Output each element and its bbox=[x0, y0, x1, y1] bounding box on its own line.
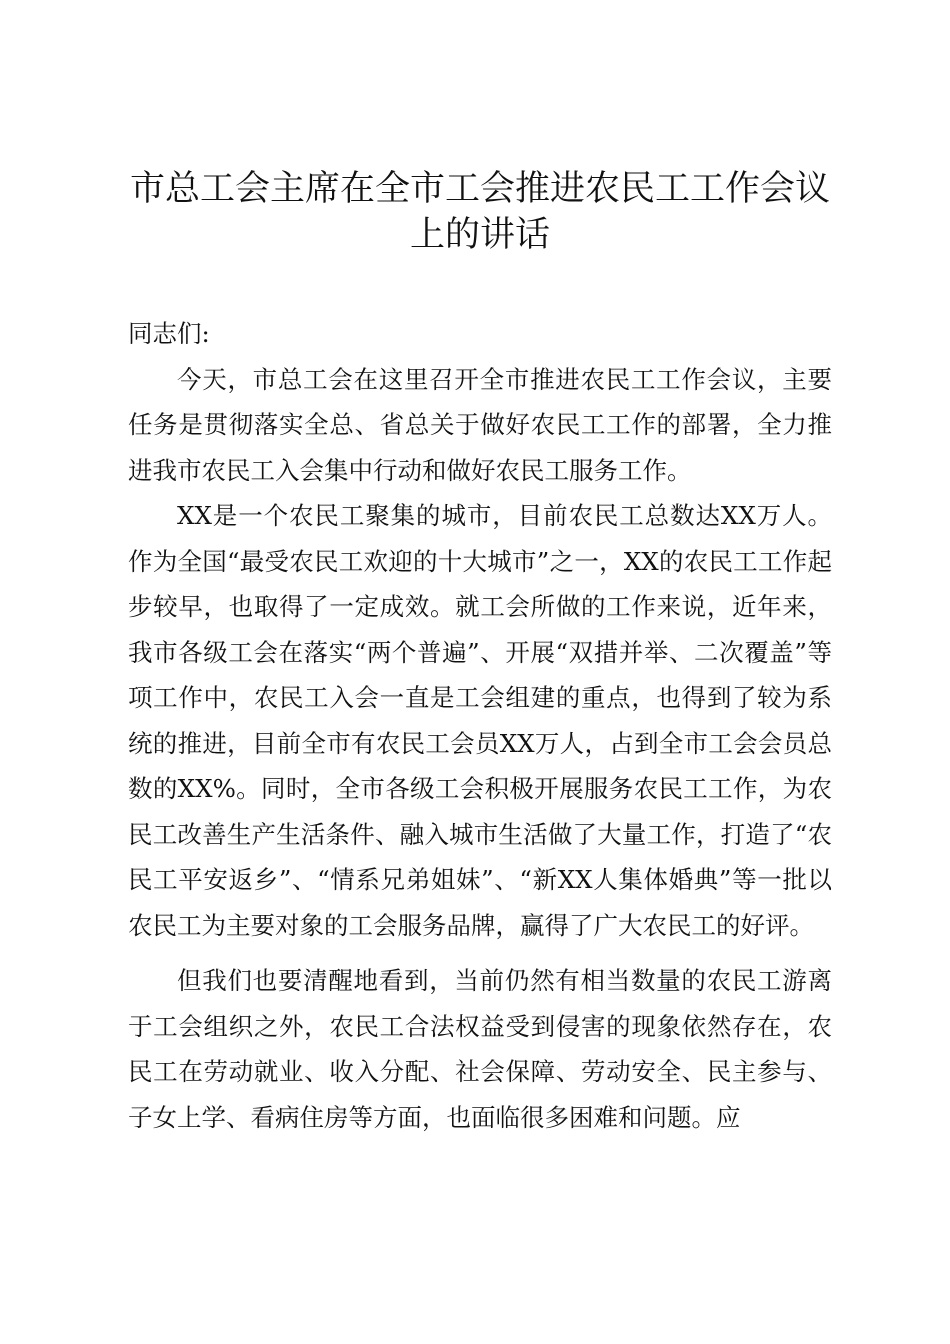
title-line-1: 市总工会主席在全市工会推进农民工工作会议 bbox=[129, 169, 830, 209]
paragraph-2: XX是一个农民工聚集的城市，目前农民工总数达XX万人。作为全国“最受农民工欢迎的十大城市”之一，XX的农民工工作起步较早，也取得了一定成效。就工会所做的工作来说，近年来，我市各级工会在落实“两个普遍”、开展“双措并举、二次覆盖”等项工作中，农民工入会一直是工会组建的重点，也得到了较为系统的推进，目前全市有农民工会员XX万人，占到全市工会会员总数的XX%。同时，全市各级工会积极开展服务农民工工作，为农民工改善生产生活条件、融入城市生活做了大量工作，打造了“农民工平安返乡”、“情系兄弟姐妹”、“新XX人集体婚典”等一批以农民工为主要对象的工会服务品牌，赢得了广大农民工的好评。 bbox=[128, 501, 832, 940]
document-title bbox=[110, 166, 850, 258]
document-body bbox=[128, 311, 832, 1140]
greeting: 同志们: bbox=[128, 319, 210, 348]
paragraph-3: 但我们也要清醒地看到，当前仍然有相当数量的农民工游离于工会组织之外，农民工合法权益受到侵害的现象依然存在，农民工在劳动就业、收入分配、社会保障、劳动安全、民主参与、子女上学、看病住房等方面，也面临很多困难和问题。应 bbox=[128, 966, 832, 1132]
paragraph-1: 今天，市总工会在这里召开全市推进农民工工作会议，主要任务是贯彻落实全总、省总关于做好农民工工作的部署，全力推进我市农民工入会集中行动和做好农民工服务工作。 bbox=[128, 364, 832, 485]
title-line-2: 上的讲话 bbox=[409, 215, 550, 255]
